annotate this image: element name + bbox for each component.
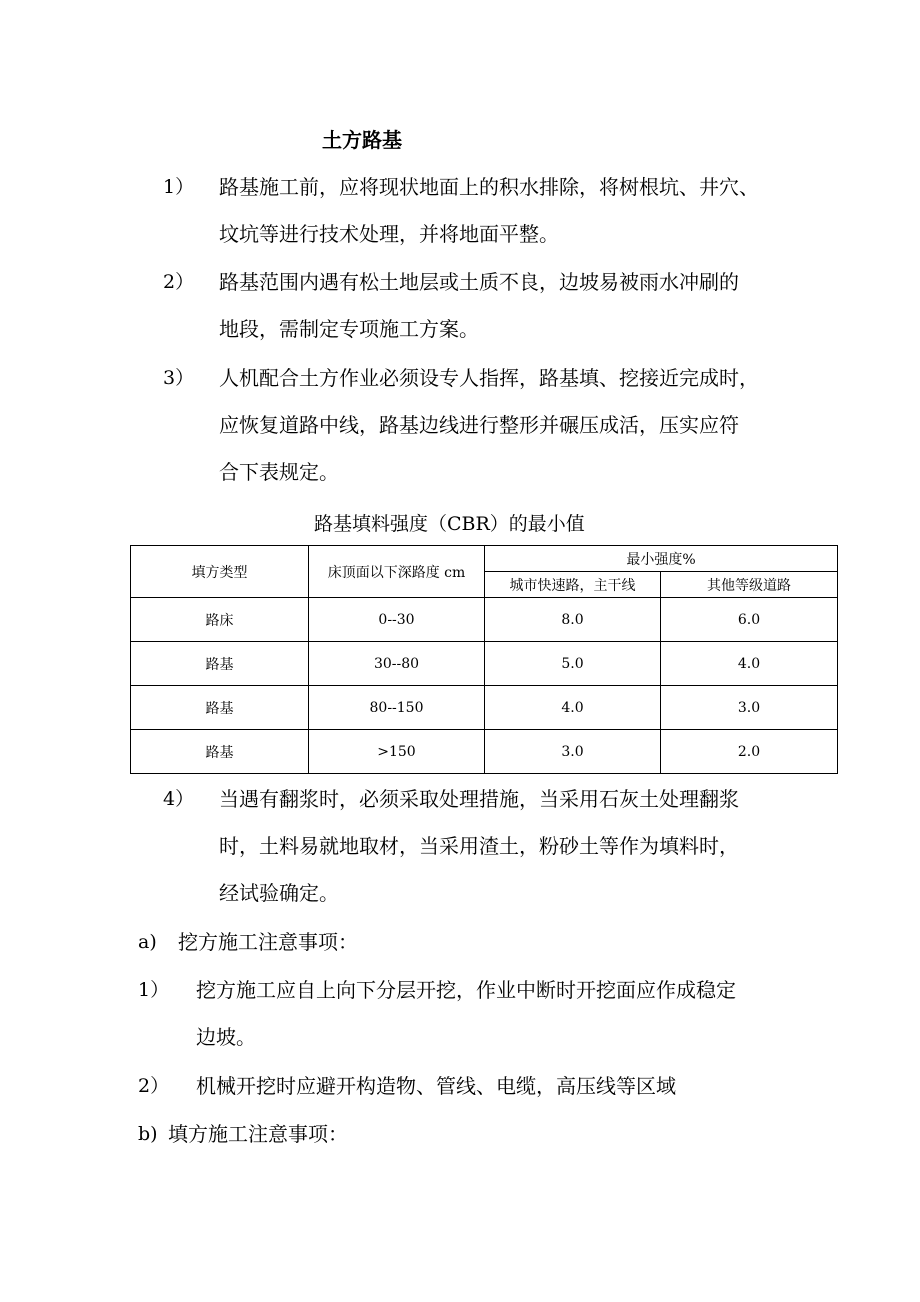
item-text-line: 边坡。 — [196, 1025, 256, 1049]
header-min-strength: 最小强度% — [485, 546, 838, 572]
cell-other: 3.0 — [661, 686, 838, 730]
item-number: 4） — [163, 788, 195, 810]
item-text-line: 人机配合土方作业必须设专人指挥，路基填、挖接近完成时， — [219, 366, 759, 390]
section-heading: 填方施工注意事项： — [168, 1122, 348, 1146]
cell-depth: 0--30 — [309, 598, 485, 642]
section-label: a) — [138, 931, 157, 953]
item-text-line: 机械开挖时应避开构造物、管线、电缆，高压线等区域 — [196, 1074, 676, 1098]
table-row — [131, 730, 838, 774]
section-label: b) — [138, 1123, 158, 1145]
cell-urban: 4.0 — [485, 686, 661, 730]
cell-urban: 5.0 — [485, 642, 661, 686]
header-urban: 城市快速路，主干线 — [485, 572, 661, 598]
cell-urban: 3.0 — [485, 730, 661, 774]
table-row — [131, 642, 838, 686]
item-text-line: 当遇有翻浆时，必须采取处理措施，当采用石灰土处理翻浆 — [219, 787, 739, 811]
cell-type: 路基 — [131, 686, 309, 730]
header-other: 其他等级道路 — [661, 572, 838, 598]
item-text-line: 经试验确定。 — [219, 881, 339, 905]
cell-type: 路基 — [131, 642, 309, 686]
cell-urban: 8.0 — [485, 598, 661, 642]
item-text-line: 坟坑等进行技术处理，并将地面平整。 — [219, 222, 559, 246]
table-caption: 路基填料强度（CBR）的最小值 — [314, 513, 585, 535]
item-number: 1） — [163, 176, 195, 198]
item-number: 3） — [163, 367, 195, 389]
item-text-line: 应恢复道路中线，路基边线进行整形并碾压成活，压实应符 — [219, 413, 739, 437]
item-text-line: 时，土料易就地取材，当采用渣土，粉砂土等作为填料时， — [219, 834, 739, 858]
item-number: 1） — [138, 979, 170, 1001]
item-number: 2） — [138, 1075, 170, 1097]
cell-type: 路床 — [131, 598, 309, 642]
cell-other: 4.0 — [661, 642, 838, 686]
cell-other: 2.0 — [661, 730, 838, 774]
header-fill-type: 填方类型 — [131, 546, 309, 598]
item-text-line: 地段，需制定专项施工方案。 — [219, 317, 479, 341]
table-row — [131, 598, 838, 642]
item-text-line: 合下表规定。 — [219, 460, 339, 484]
section-title: 土方路基 — [322, 128, 402, 152]
item-text-line: 路基施工前，应将现状地面上的积水排除，将树根坑、井穴、 — [219, 175, 759, 199]
item-number: 2） — [163, 271, 195, 293]
cell-type: 路基 — [131, 730, 309, 774]
item-text-line: 路基范围内遇有松土地层或土质不良，边坡易被雨水冲刷的 — [219, 270, 739, 294]
cbr-table — [130, 545, 838, 774]
header-depth: 床顶面以下深路度 cm — [309, 546, 485, 598]
cell-depth: 80--150 — [309, 686, 485, 730]
cell-depth: 30--80 — [309, 642, 485, 686]
table-row — [131, 686, 838, 730]
cell-other: 6.0 — [661, 598, 838, 642]
item-text-line: 挖方施工应自上向下分层开挖，作业中断时开挖面应作成稳定 — [196, 978, 736, 1002]
section-heading: 挖方施工注意事项： — [178, 930, 358, 954]
cell-depth: >150 — [309, 730, 485, 774]
